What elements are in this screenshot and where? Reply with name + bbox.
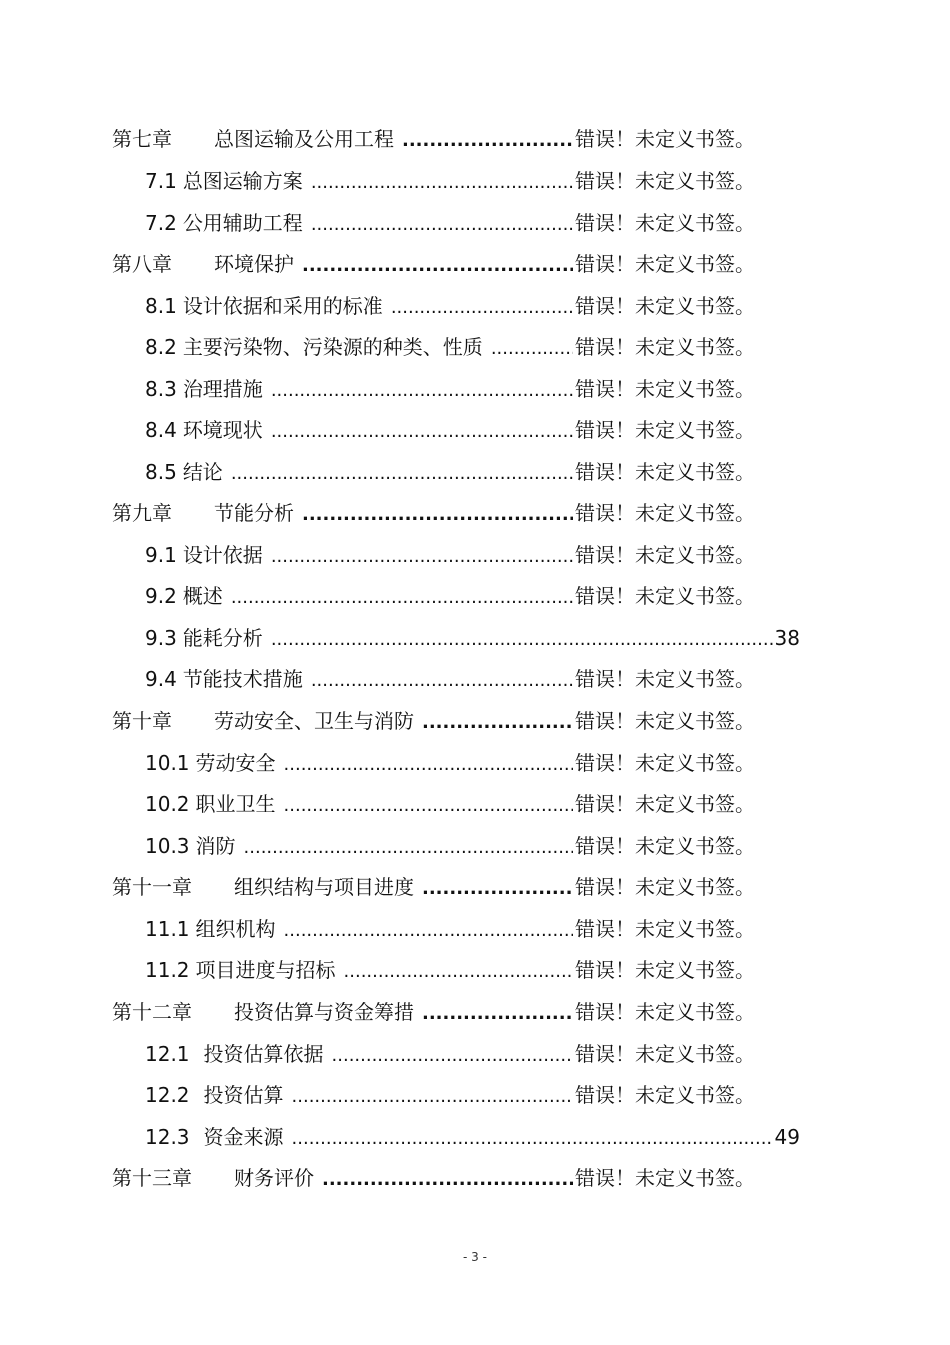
toc-page-ref: 错误！未定义书签。 bbox=[575, 377, 755, 401]
dot-leader bbox=[422, 993, 573, 1034]
dot-leader bbox=[302, 245, 573, 286]
dot-leader bbox=[311, 204, 573, 245]
toc-entry[interactable] bbox=[145, 1117, 800, 1158]
dot-leader bbox=[391, 287, 573, 328]
toc-number: 12.3 bbox=[145, 1125, 190, 1149]
toc-title: 职业卫生 bbox=[195, 792, 276, 816]
toc-page-ref: 错误！未定义书签。 bbox=[575, 127, 755, 151]
dot-leader bbox=[284, 744, 573, 785]
dot-leader bbox=[402, 120, 573, 161]
toc-number: 第七章 bbox=[112, 127, 172, 151]
toc-title: 劳动安全、卫生与消防 bbox=[214, 709, 414, 733]
dot-leader bbox=[231, 577, 573, 618]
dot-leader bbox=[292, 1076, 573, 1117]
dot-leader bbox=[302, 494, 573, 535]
toc-title: 投资估算与资金筹措 bbox=[234, 1000, 414, 1024]
toc-number: 第八章 bbox=[112, 252, 172, 276]
toc-page-ref: 38 bbox=[774, 626, 800, 650]
dot-leader bbox=[491, 328, 573, 369]
toc-page-ref: 错误！未定义书签。 bbox=[575, 211, 755, 235]
toc-entry[interactable] bbox=[145, 950, 755, 991]
dot-leader bbox=[311, 660, 573, 701]
toc-number: 7.2 bbox=[145, 211, 177, 235]
toc-page-ref: 错误！未定义书签。 bbox=[575, 958, 755, 982]
toc-entry-chapter-8[interactable] bbox=[112, 244, 755, 285]
toc-page-ref: 错误！未定义书签。 bbox=[575, 584, 755, 608]
toc-entry[interactable] bbox=[145, 535, 755, 576]
toc-page-ref: 错误！未定义书签。 bbox=[575, 294, 755, 318]
dot-leader bbox=[271, 370, 573, 411]
toc-page-ref: 49 bbox=[774, 1125, 800, 1149]
toc-entry-chapter-10[interactable] bbox=[112, 701, 755, 742]
toc-page-ref: 错误！未定义书签。 bbox=[575, 1042, 755, 1066]
toc-page-ref: 错误！未定义书签。 bbox=[575, 418, 755, 442]
toc-number: 第十章 bbox=[112, 709, 172, 733]
toc-number: 10.3 bbox=[145, 834, 190, 858]
dot-leader bbox=[231, 453, 573, 494]
toc-number: 第十一章 bbox=[112, 875, 192, 899]
toc-title: 节能分析 bbox=[214, 501, 294, 525]
toc-page-ref: 错误！未定义书签。 bbox=[575, 169, 755, 193]
toc-number: 11.2 bbox=[145, 958, 190, 982]
toc-entry[interactable] bbox=[145, 576, 755, 617]
toc-entry[interactable] bbox=[145, 452, 755, 493]
toc-number: 8.1 bbox=[145, 294, 177, 318]
toc-entry-chapter-12[interactable] bbox=[112, 992, 755, 1033]
toc-number: 第十三章 bbox=[112, 1166, 192, 1190]
toc-page-ref: 错误！未定义书签。 bbox=[575, 667, 755, 691]
toc-entry[interactable] bbox=[145, 743, 755, 784]
toc-entry[interactable] bbox=[145, 618, 800, 659]
toc-number: 7.1 bbox=[145, 169, 177, 193]
toc-title: 劳动安全 bbox=[195, 751, 276, 775]
toc-page-ref: 错误！未定义书签。 bbox=[575, 792, 755, 816]
toc-title: 总图运输及公用工程 bbox=[214, 127, 394, 151]
toc-title: 组织结构与项目进度 bbox=[234, 875, 414, 899]
toc-title: 项目进度与招标 bbox=[195, 958, 336, 982]
dot-leader bbox=[322, 1159, 573, 1200]
toc-entry[interactable] bbox=[145, 826, 755, 867]
toc-title: 消防 bbox=[195, 834, 236, 858]
toc-page-ref: 错误！未定义书签。 bbox=[575, 834, 755, 858]
page-number: - 3 - bbox=[463, 1250, 487, 1264]
toc-page-ref: 错误！未定义书签。 bbox=[575, 917, 755, 941]
toc-number: 8.4 bbox=[145, 418, 177, 442]
toc-page-ref: 错误！未定义书签。 bbox=[575, 1000, 755, 1024]
toc-page-ref: 错误！未定义书签。 bbox=[575, 543, 755, 567]
dot-leader bbox=[271, 536, 573, 577]
toc-entry-chapter-13[interactable] bbox=[112, 1158, 755, 1199]
toc-number: 9.3 bbox=[145, 626, 177, 650]
toc-page-ref: 错误！未定义书签。 bbox=[575, 1166, 755, 1190]
toc-title: 资金来源 bbox=[203, 1125, 284, 1149]
dot-leader bbox=[422, 868, 573, 909]
dot-leader bbox=[292, 1118, 773, 1159]
toc-number: 第十二章 bbox=[112, 1000, 192, 1024]
toc-entry-chapter-11[interactable] bbox=[112, 867, 755, 908]
toc-title: 能耗分析 bbox=[182, 626, 263, 650]
toc-number: 11.1 bbox=[145, 917, 190, 941]
toc-page-ref: 错误！未定义书签。 bbox=[575, 501, 755, 525]
toc-title: 组织机构 bbox=[195, 917, 276, 941]
toc-title: 治理措施 bbox=[182, 377, 263, 401]
toc-page-ref: 错误！未定义书签。 bbox=[575, 1083, 755, 1107]
dot-leader bbox=[244, 827, 573, 868]
toc-entry[interactable] bbox=[145, 369, 755, 410]
toc-page-ref: 错误！未定义书签。 bbox=[575, 460, 755, 484]
toc-title: 总图运输方案 bbox=[182, 169, 303, 193]
toc-title: 投资估算依据 bbox=[203, 1042, 324, 1066]
dot-leader bbox=[311, 162, 573, 203]
toc-title: 概述 bbox=[182, 584, 223, 608]
toc-page-ref: 错误！未定义书签。 bbox=[575, 335, 755, 359]
toc-title: 节能技术措施 bbox=[182, 667, 303, 691]
toc-number: 9.2 bbox=[145, 584, 177, 608]
dot-leader bbox=[344, 951, 573, 992]
toc-title: 财务评价 bbox=[234, 1166, 314, 1190]
toc-title: 公用辅助工程 bbox=[182, 211, 303, 235]
toc-number: 9.1 bbox=[145, 543, 177, 567]
toc-entry[interactable] bbox=[145, 659, 755, 700]
toc-page-ref: 错误！未定义书签。 bbox=[575, 875, 755, 899]
toc-entry[interactable] bbox=[145, 327, 755, 368]
toc-number: 8.5 bbox=[145, 460, 177, 484]
dot-leader bbox=[422, 702, 573, 743]
toc-number: 10.2 bbox=[145, 792, 190, 816]
toc-entry[interactable] bbox=[145, 1034, 755, 1075]
toc-page-ref: 错误！未定义书签。 bbox=[575, 252, 755, 276]
toc-title: 投资估算 bbox=[203, 1083, 284, 1107]
toc-entry-chapter-7[interactable] bbox=[112, 119, 755, 160]
toc-page-ref: 错误！未定义书签。 bbox=[575, 709, 755, 733]
toc-title: 结论 bbox=[182, 460, 223, 484]
dot-leader bbox=[271, 411, 573, 452]
toc-entry[interactable] bbox=[145, 784, 755, 825]
toc-entry[interactable] bbox=[145, 161, 755, 202]
dot-leader bbox=[271, 619, 773, 660]
toc-page-ref: 错误！未定义书签。 bbox=[575, 751, 755, 775]
toc-number: 12.1 bbox=[145, 1042, 190, 1066]
toc-number: 8.3 bbox=[145, 377, 177, 401]
toc-title: 环境保护 bbox=[214, 252, 294, 276]
toc-entry[interactable] bbox=[145, 1075, 755, 1116]
toc-entry[interactable] bbox=[145, 286, 755, 327]
toc-entry[interactable] bbox=[145, 909, 755, 950]
toc-number: 第九章 bbox=[112, 501, 172, 525]
dot-leader bbox=[284, 785, 573, 826]
toc-number: 8.2 bbox=[145, 335, 177, 359]
toc-title: 设计依据和采用的标准 bbox=[182, 294, 383, 318]
toc-entry[interactable] bbox=[145, 410, 755, 451]
toc-entry-chapter-9[interactable] bbox=[112, 493, 755, 534]
toc-entry[interactable] bbox=[145, 203, 755, 244]
toc-title: 主要污染物、污染源的种类、性质 bbox=[182, 335, 483, 359]
dot-leader bbox=[284, 910, 573, 951]
toc-number: 9.4 bbox=[145, 667, 177, 691]
toc-title: 环境现状 bbox=[182, 418, 263, 442]
toc-title: 设计依据 bbox=[182, 543, 263, 567]
toc-number: 10.1 bbox=[145, 751, 190, 775]
toc-number: 12.2 bbox=[145, 1083, 190, 1107]
dot-leader bbox=[332, 1035, 573, 1076]
